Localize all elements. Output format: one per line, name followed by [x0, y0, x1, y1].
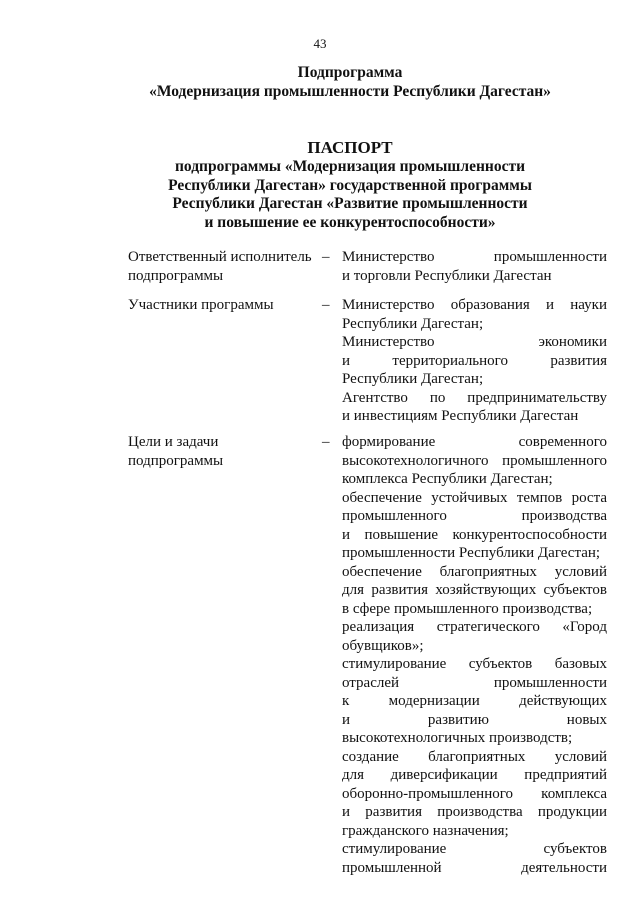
passport-subtitle-line: Республики Дагестан» государственной программы — [168, 176, 532, 194]
row-value-line: гражданского назначения; — [342, 822, 509, 839]
row-label-line: Цели и задачи — [128, 434, 219, 450]
row-value-line: промышленного производства — [342, 508, 607, 524]
passport-subtitle — [0, 158, 640, 232]
row-value-line: и инвестициям Республики Дагестан — [342, 408, 579, 424]
row-value-line: Министерство промышленности — [342, 249, 607, 265]
row-label-line: Ответственный исполнитель — [128, 249, 312, 265]
passport-subtitle-line: и повышение ее конкурентоспособности» — [204, 213, 496, 231]
row-label — [128, 296, 328, 315]
row-value-line: и развития производства продукции — [342, 804, 607, 820]
row-label-line: подпрограммы — [128, 267, 224, 284]
row-value — [342, 248, 607, 285]
row-value-line: и повышение конкурентоспособности — [342, 526, 607, 543]
row-value-line: и территориального развития — [342, 352, 607, 369]
passport-heading: ПАСПОРТ — [307, 138, 393, 157]
row-value-line: и торговли Республики Дагестан — [342, 267, 552, 284]
row-value-line: стимулирование субъектов — [342, 841, 607, 857]
row-value-line: Министерство образования и науки — [342, 297, 607, 313]
subprogram-title — [0, 64, 640, 101]
row-label-line: подпрограммы — [128, 452, 224, 469]
passport-subtitle-line: подпрограммы «Модернизация промышленности — [174, 158, 526, 175]
row-value-line: комплекса Республики Дагестан; — [342, 471, 553, 487]
row-value — [342, 296, 607, 426]
row-label — [128, 248, 328, 285]
row-value-line: для диверсификации предприятий — [342, 767, 607, 783]
row-value-line: для развития хозяйствующих субъектов — [342, 582, 607, 598]
row-dash: – — [322, 297, 330, 313]
row-value-line: Министерство экономики — [342, 334, 607, 350]
row-value-line: высокотехнологичного промышленного — [342, 452, 607, 469]
subprogram-title-line: «Модернизация промышленности Республики Дагестан» — [149, 82, 551, 100]
passport-subtitle-line: Республики Дагестан «Развитие промышленности — [172, 195, 528, 212]
row-value-line: в сфере промышленного производства; — [342, 600, 593, 617]
row-value-line: обеспечение устойчивых темпов роста — [342, 489, 607, 506]
row-value-line: обувщиков»; — [342, 637, 424, 654]
row-value-line: промышленной деятельности — [342, 859, 607, 876]
row-value-line: Республики Дагестан; — [342, 315, 484, 332]
page-number: 43 — [313, 36, 327, 51]
row-value-line: Агентство по предпринимательству — [342, 389, 607, 406]
row-label-line: Участники программы — [128, 297, 274, 313]
row-value — [342, 433, 607, 877]
row-value-line: формирование современного — [342, 434, 607, 450]
row-dash: – — [322, 249, 330, 265]
row-value-line: и развитию новых — [342, 711, 607, 728]
row-value-line: обеспечение благоприятных условий — [342, 563, 607, 580]
row-value-line: к модернизации действующих — [342, 693, 607, 709]
row-value-line: высокотехнологичных производств; — [342, 730, 573, 746]
row-value-line: Республики Дагестан; — [342, 371, 484, 387]
row-value-line: реализация стратегического «Город — [342, 619, 607, 635]
row-value-line: оборонно-промышленного комплекса — [342, 785, 607, 802]
row-value-line: стимулирование субъектов базовых — [342, 656, 607, 672]
row-value-line: создание благоприятных условий — [342, 748, 607, 765]
row-value-line: промышленности Республики Дагестан; — [342, 545, 601, 561]
row-label — [128, 433, 328, 470]
row-dash: – — [322, 434, 330, 450]
row-value-line: отраслей промышленности — [342, 674, 607, 691]
subprogram-title-line: Подпрограмма — [297, 64, 403, 81]
